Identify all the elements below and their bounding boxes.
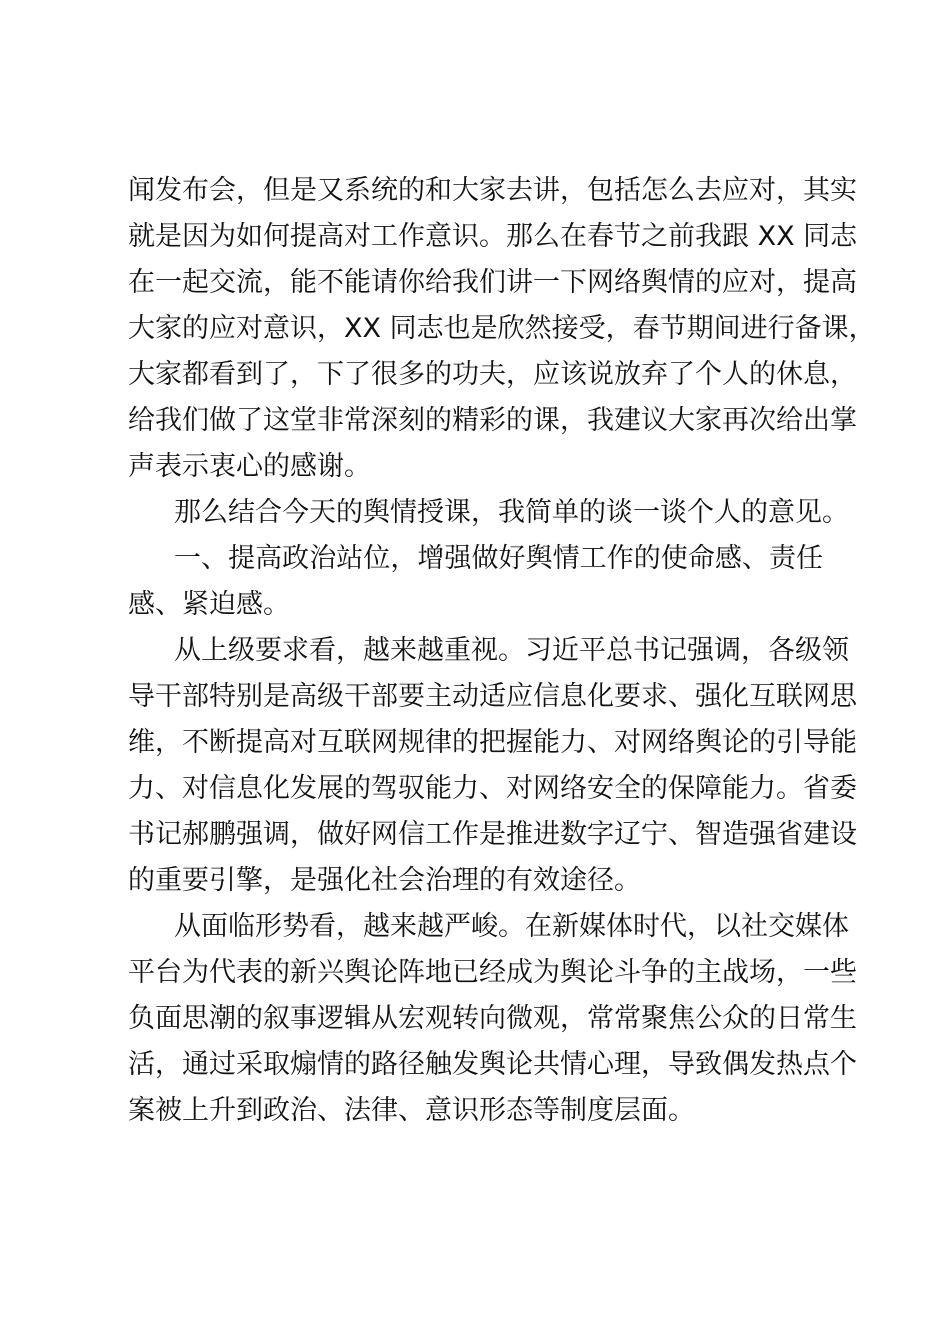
paragraph-4 <box>128 628 857 904</box>
text-line: 活，通过采取煽情的路径触发舆论共情心理，导致偶发热点个 <box>128 1049 857 1080</box>
text-line: 书记郝鹏强调，做好网信工作是推进数字辽宁、智造强省建设 <box>128 819 857 850</box>
text-line: 从面临形势看，越来越严峻。在新媒体时代，以社交媒体 <box>174 911 849 942</box>
text-line: 的重要引擎，是强化社会治理的有效途径。 <box>128 865 641 896</box>
paragraph-5 <box>128 904 857 1134</box>
document-body <box>128 168 876 1134</box>
text-line: 大家都看到了，下了很多的功夫，应该说放弃了个人的休息， <box>128 359 857 390</box>
text-line: 维，不断提高对互联网规律的把握能力、对网络舆论的引导能 <box>128 727 857 758</box>
text-line: 感、紧迫感。 <box>128 589 290 620</box>
text-line: 负面思潮的叙事逻辑从宏观转向微观，常常聚焦公众的日常生 <box>128 1003 857 1034</box>
text-line: 在一起交流，能不能请你给我们讲一下网络舆情的应对，提高 <box>128 267 857 298</box>
text-line: 案被上升到政治、法律、意识形态等制度层面。 <box>128 1095 695 1126</box>
paragraph-1 <box>128 168 876 490</box>
text-line: 从上级要求看，越来越重视。习近平总书记强调，各级领 <box>174 635 849 666</box>
text-line: 力、对信息化发展的驾驭能力、对网络安全的保障能力。省委 <box>128 773 857 804</box>
paragraph-2 <box>128 490 849 536</box>
text-line: 一、提高政治站位，增强做好舆情工作的使命感、责任 <box>174 543 823 574</box>
text-line: 那么结合今天的舆情授课，我简单的谈一谈个人的意见。 <box>174 497 849 528</box>
text-line: 导干部特别是高级干部要主动适应信息化要求、强化互联网思 <box>128 681 857 712</box>
text-line: 平台为代表的新兴舆论阵地已经成为舆论斗争的主战场，一些 <box>128 957 857 988</box>
text-line: 声表示衷心的感谢。 <box>128 451 371 482</box>
text-line: 就是因为如何提高对工作意识。那么在春节之前我跟 XX 同志 <box>128 221 858 252</box>
text-line: 大家的应对意识，XX 同志也是欣然接受，春节期间进行备课， <box>128 313 876 344</box>
text-line: 给我们做了这堂非常深刻的精彩的课，我建议大家再次给出掌 <box>128 405 857 436</box>
text-line: 闻发布会，但是又系统的和大家去讲，包括怎么去应对，其实 <box>128 175 857 206</box>
section-heading-1 <box>128 536 823 628</box>
